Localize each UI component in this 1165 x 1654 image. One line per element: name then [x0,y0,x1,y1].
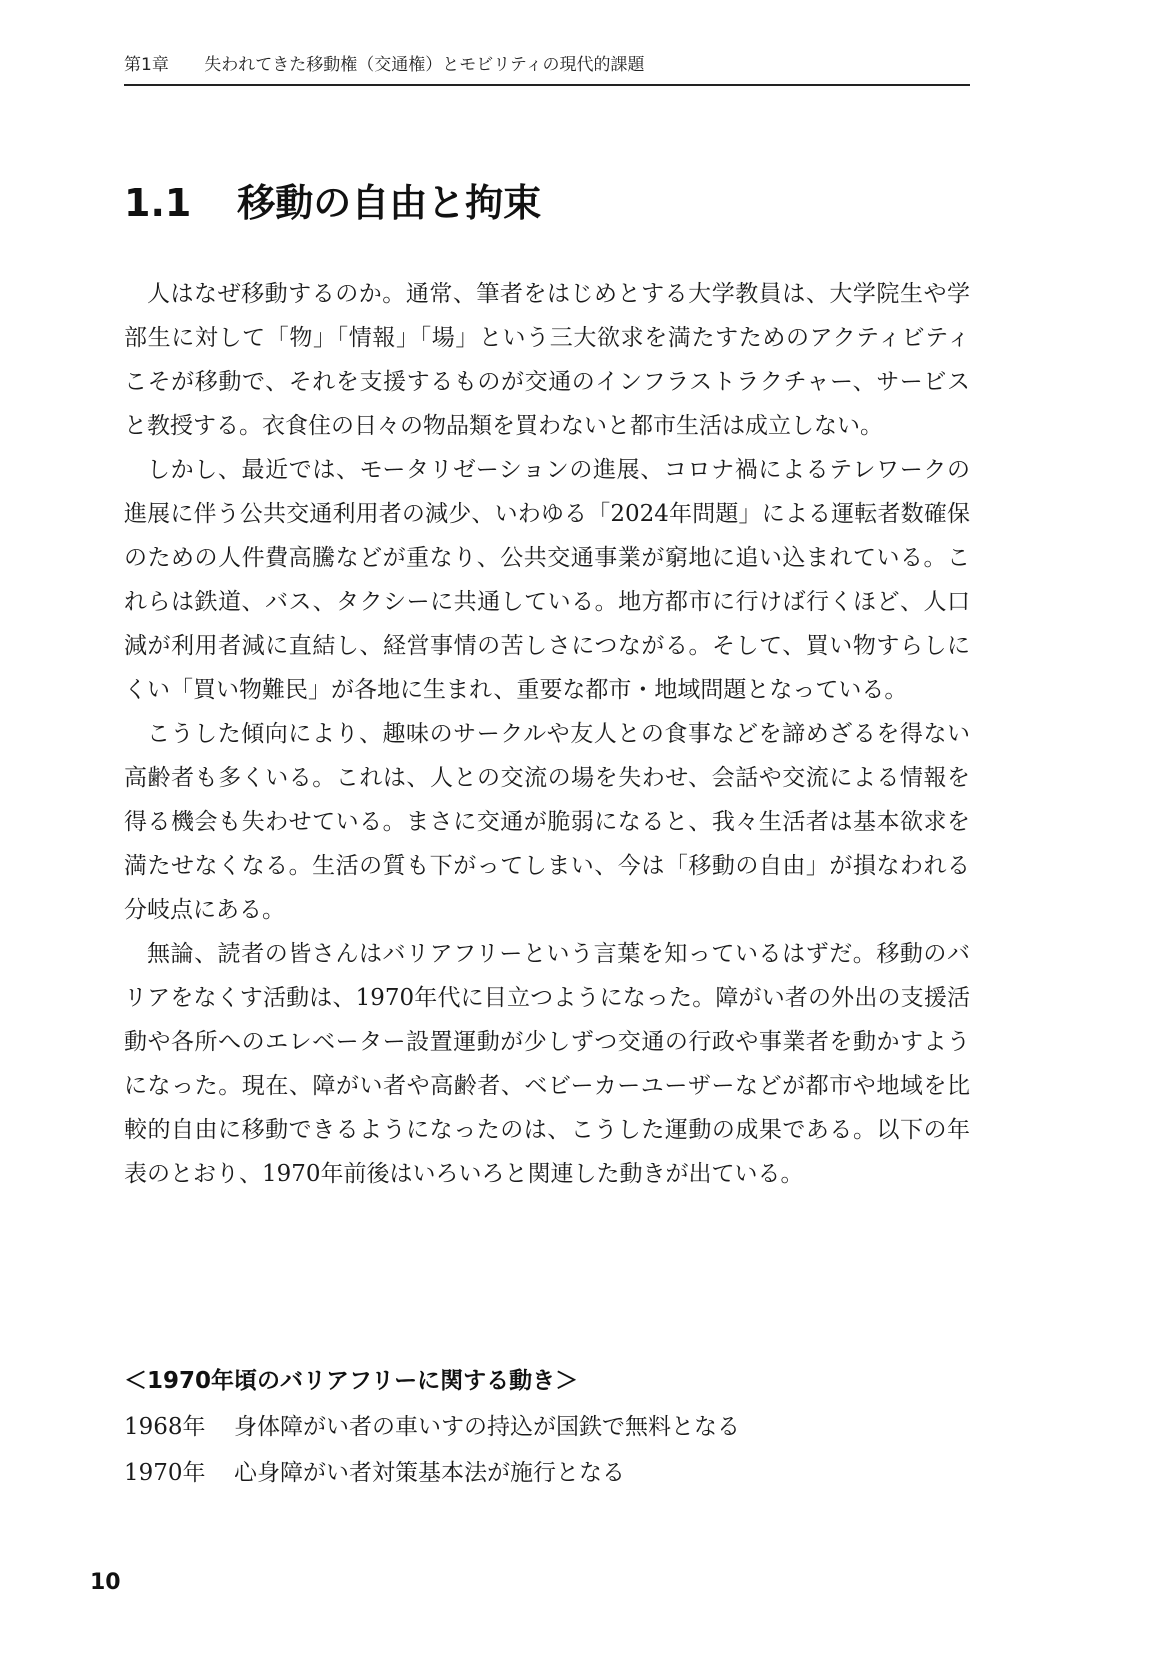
running-header [124,52,970,86]
timeline-event: 身体障がい者の車いすの持込が国鉄で無料となる [234,1414,740,1440]
timeline-heading: ＜1970年頃のバリアフリーに関する動き＞ [124,1368,579,1394]
section-number: 1.1 [124,181,192,225]
paragraph: 無論、読者の皆さんはバリアフリーという言葉を知っているはずだ。移動のバリアをなくす活動は、1970年代に目立つようになった。障がい者の外出の支援活動や各所へのエレベーター設置運動が少しずつ交通の行政や事業者を動かすようになった。現在、障がい者や高齢者、ベビーカーユーザーなどが都市や地域を比較的自由に移動できるようになったのは、こうした運動の成果である。以下の年表のとおり、1970年前後はいろいろと関連した動きが出ている。 [124,941,970,1187]
timeline-year: 1970年 [124,1460,206,1486]
paragraph: 人はなぜ移動するのか。通常、筆者をはじめとする大学教員は、大学院生や学部生に対して「物」「情報」「場」という三大欲求を満たすためのアクティビティこそが移動で、それを支援するものが交通のインフラストラクチャー、サービスと教授する。衣食住の日々の物品類を買わないと都市生活は成立しない。 [124,281,970,439]
paragraph: こうした傾向により、趣味のサークルや友人との食事などを諦めざるを得ない高齢者も多くいる。これは、人との交流の場を失わせ、会話や交流による情報を得る機会も失わせている。まさに交通が脆弱になると、我々生活者は基本欲求を満たせなくなる。生活の質も下がってしまい、今は「移動の自由」が損なわれる分岐点にある。 [124,721,970,923]
chapter-title: 失われてきた移動権（交通権）とモビリティの現代的課題 [204,55,645,75]
paragraph: しかし、最近では、モータリゼーションの進展、コロナ禍によるテレワークの進展に伴う公共交通利用者の減少、いわゆる「2024年問題」による運転者数確保のための人件費高騰などが重なり、公共交通事業が窮地に追い込まれている。これらは鉄道、バス、タクシーに共通している。地方都市に行けば行くほど、人口減が利用者減に直結し、経営事情の苦しさにつながる。そして、買い物すらしにくい「買い物難民」が各地に生まれ、重要な都市・地域問題となっている。 [124,457,970,703]
timeline-entry [124,1450,970,1496]
chapter-label: 第1章 [124,55,169,75]
page-number: 10 [90,1570,121,1595]
timeline-year: 1968年 [124,1414,206,1440]
timeline-event: 心身障がい者対策基本法が施行となる [234,1460,625,1486]
timeline-entry [124,1404,970,1450]
timeline-list [124,1404,970,1496]
section-title: 移動の自由と拘束 [237,181,542,225]
body-text [124,272,970,1196]
section-heading [124,178,541,228]
